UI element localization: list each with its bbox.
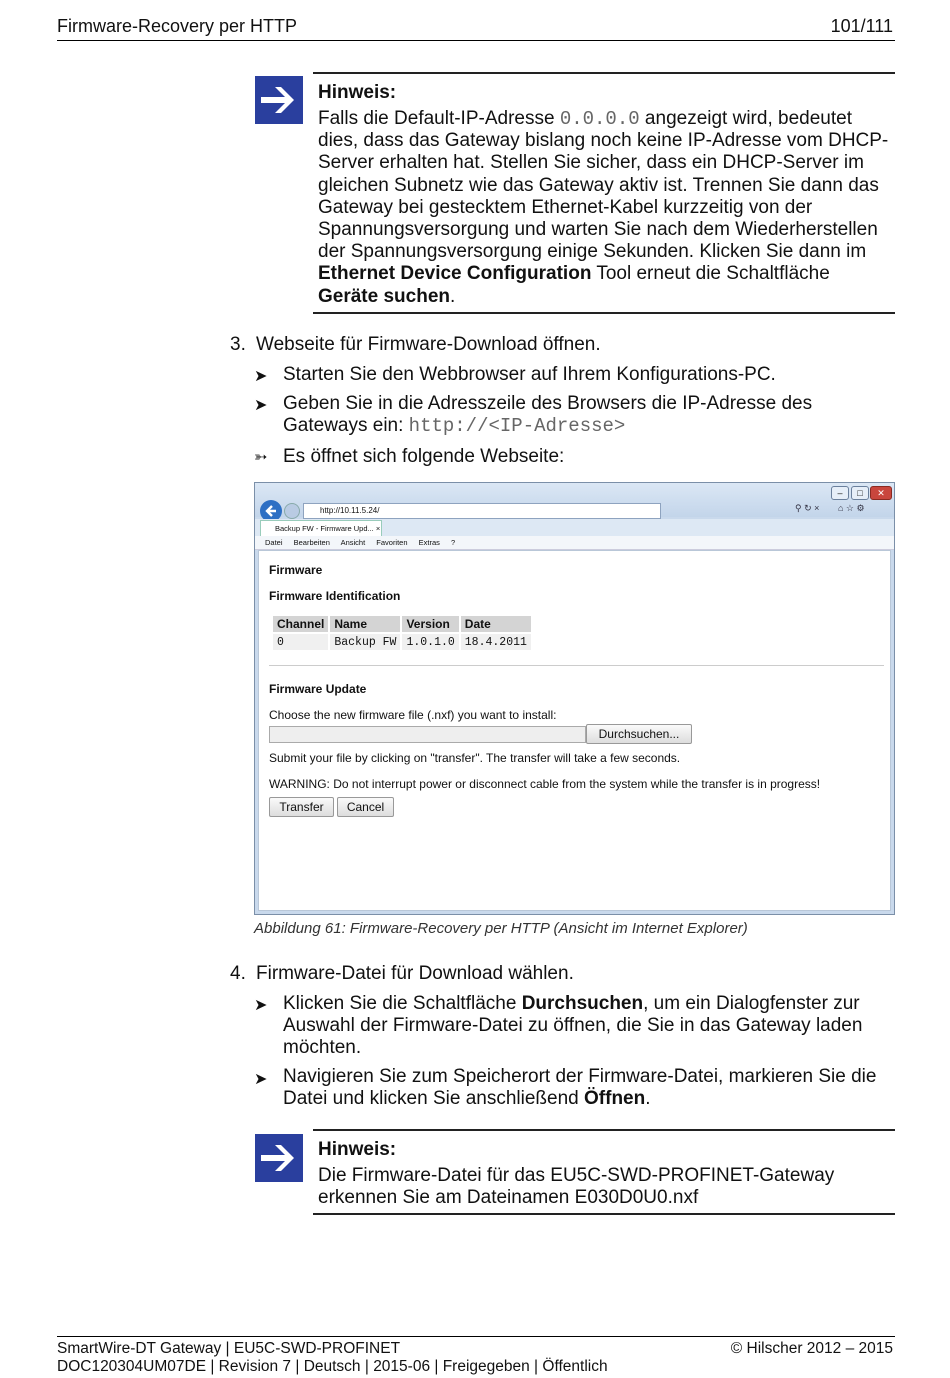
footer-copyright: © Hilscher 2012 – 2015: [730, 1340, 893, 1357]
arrow-right-icon: [255, 1134, 303, 1182]
header-divider: [57, 40, 895, 41]
text-segment: Spannungsversorgung und warten Sie nach dem Wiederherstellen: [318, 219, 878, 241]
table-cell: Backup FW: [330, 634, 400, 650]
result-arrow-icon: ➳: [254, 449, 268, 466]
text-segment: .: [450, 285, 456, 307]
bullet-text: Geben Sie in die Adresszeile des Browsers die IP-Adresse des Gateways ein: http://<IP-Adresse>: [283, 393, 813, 438]
divider: [269, 665, 884, 666]
note-text: Die Firmware-Datei für das EU5C-SWD-PROFINET-Gateway erkennen Sie am Dateinamen E030D0U0.nxf: [318, 1165, 835, 1209]
text-line: [318, 219, 894, 241]
note-top-rule: [313, 1129, 895, 1131]
warning-text: WARNING: Do not interrupt power or disconnect cable from the system while the transfer is in progress!: [269, 777, 821, 791]
close-icon[interactable]: ✕: [870, 486, 892, 500]
table-header-row: [273, 616, 531, 632]
browse-button[interactable]: Durchsuchen...: [586, 724, 692, 744]
section-heading: Firmware Update: [269, 682, 367, 696]
submit-info-text: Submit your file by clicking on "transfer". The transfer will take a few seconds.: [269, 751, 681, 765]
note-title: Hinweis:: [318, 1139, 397, 1160]
note-bottom-rule: [313, 312, 895, 314]
text-segment: Server erhalten hat. Stellen Sie sicher, dass ein DHCP-Server im: [318, 152, 864, 174]
refresh-icon[interactable]: ↻: [804, 503, 812, 513]
section-heading: Firmware Identification: [269, 589, 401, 603]
menu-item-help[interactable]: ?: [450, 538, 456, 547]
text-line: [318, 197, 894, 219]
text-line: [283, 1015, 893, 1037]
address-bar[interactable]: http://10.11.5.24/: [303, 503, 661, 519]
table-cell: 0: [273, 634, 328, 650]
text-line: [318, 152, 894, 174]
text-segment: Falls die Default-IP-Adresse: [318, 108, 560, 129]
note-bottom-rule: [313, 1213, 895, 1215]
table-cell: 18.4.2011: [461, 634, 531, 650]
tab-close-icon[interactable]: ×: [375, 524, 381, 533]
text-line: [283, 1037, 893, 1059]
bullet-arrow-icon: ➤: [254, 997, 268, 1014]
text-segment: Navigieren Sie zum Speicherort der Firmware-Datei, markieren Sie die: [283, 1066, 877, 1087]
menu-item-bearbeiten[interactable]: Bearbeiten: [293, 538, 330, 547]
text-segment: Tool erneut die Schaltfläche: [591, 263, 830, 285]
bold-term: Geräte suchen: [318, 285, 450, 307]
bullet-text: [283, 993, 893, 1060]
maximize-icon[interactable]: □: [851, 486, 869, 500]
transfer-button[interactable]: Transfer: [269, 797, 334, 817]
file-path-input[interactable]: [269, 726, 586, 743]
menu-bar: [255, 536, 894, 550]
footer-document-info: DOC120304UM07DE | Revision 7 | Deutsch | 2015-06 | Freigegeben | Öffentlich: [57, 1358, 608, 1375]
text-segment: Klicken Sie die Schaltfläche: [283, 993, 522, 1014]
menu-item-ansicht[interactable]: Ansicht: [340, 538, 366, 547]
forward-icon[interactable]: [284, 503, 300, 519]
text-line: [318, 263, 894, 285]
text-segment: angezeigt wird, bedeutet: [639, 108, 852, 129]
note-top-rule: [313, 72, 895, 74]
text-segment: Gateway bei gestecktem Ethernet-Kabel kurzzeitig von der: [318, 196, 813, 218]
browser-page-content: [258, 550, 891, 911]
bold-term: Ethernet Device Configuration: [318, 263, 592, 285]
choose-file-text: Choose the new firmware file (.nxf) you want to install:: [269, 708, 557, 722]
menu-item-favoriten[interactable]: Favoriten: [376, 538, 408, 547]
bullet-arrow-icon: ➤: [254, 397, 268, 414]
note-title: Hinweis:: [318, 82, 397, 103]
text-line: [318, 286, 894, 308]
text-segment: .: [645, 1088, 651, 1110]
text-line: [318, 175, 894, 197]
page-heading: Firmware: [269, 563, 323, 577]
column-header: Version: [402, 616, 458, 632]
step-text: Firmware-Datei für Download wählen.: [256, 963, 574, 984]
bullet-text: Starten Sie den Webbrowser auf Ihrem Konfigurations-PC.: [283, 364, 776, 385]
close-icon[interactable]: ×: [814, 503, 820, 513]
text-segment: gleichen Subnetz wie das Gateway aktiv ist. Trennen Sie dann das: [318, 174, 879, 196]
text-segment: Auswahl der Firmware-Datei zu öffnen, die Sie in das Gateway laden: [283, 1015, 863, 1037]
column-header: Date: [461, 616, 531, 632]
column-header: Channel: [273, 616, 328, 632]
firmware-table: [271, 614, 533, 652]
gear-icon[interactable]: ⚙: [856, 503, 865, 513]
step-text: Webseite für Firmware-Download öffnen.: [256, 334, 601, 355]
text-segment: , um ein Dialogfenster zur: [643, 993, 860, 1014]
text-segment: Datei und klicken Sie anschließend: [283, 1088, 585, 1110]
text-line: [318, 130, 894, 152]
minimize-icon[interactable]: –: [831, 486, 849, 500]
browser-screenshot: [254, 482, 895, 915]
step-number: 4.: [230, 963, 246, 984]
text-segment: dies, dass das Gateway bislang noch keine IP-Adresse vom DHCP-: [318, 130, 889, 152]
menu-item-datei[interactable]: Datei: [265, 538, 283, 547]
text-line: [318, 241, 894, 263]
footer-product: SmartWire-DT Gateway | EU5C-SWD-PROFINET: [57, 1340, 401, 1357]
note-text: [318, 108, 894, 308]
menu-item-extras[interactable]: Extras: [418, 538, 440, 547]
text-line: [283, 1088, 893, 1110]
url-example: http://<IP-Adresse>: [408, 415, 626, 438]
text-line: [283, 1066, 893, 1088]
cancel-button[interactable]: Cancel: [337, 797, 394, 817]
table-cell: 1.0.1.0: [402, 634, 458, 650]
footer-divider: [57, 1336, 895, 1337]
figure-caption: Abbildung 61: Firmware-Recovery per HTTP (Ansicht im Internet Explorer): [254, 920, 748, 937]
text-line: [283, 993, 893, 1015]
bold-term: Durchsuchen: [521, 993, 644, 1014]
table-row: [273, 634, 531, 650]
text-line: [318, 108, 894, 130]
text-segment: der Spannungsversorgung einige Sekunden. Klicken Sie dann im: [318, 241, 867, 263]
bullet-arrow-icon: ➤: [254, 1071, 268, 1088]
step-number: 3.: [230, 334, 246, 355]
result-text: Es öffnet sich folgende Webseite:: [283, 446, 565, 467]
page-number: 101/111: [830, 16, 893, 36]
ip-address-value: 0.0.0.0: [559, 108, 640, 130]
search-icon[interactable]: ⚲: [795, 503, 802, 513]
favorites-star-icon[interactable]: ☆: [845, 503, 854, 513]
bold-term: Öffnen: [584, 1088, 646, 1110]
bullet-arrow-icon: ➤: [254, 368, 268, 385]
text-segment: möchten.: [283, 1037, 362, 1059]
page-header-title: Firmware-Recovery per HTTP: [57, 16, 298, 36]
browser-tab[interactable]: Backup FW - Firmware Upd... ×: [260, 520, 382, 536]
address-tools: [795, 503, 865, 514]
column-header: Name: [330, 616, 400, 632]
arrow-right-icon: [255, 76, 303, 124]
bullet-text: [283, 1066, 893, 1110]
home-icon[interactable]: ⌂: [837, 503, 844, 513]
